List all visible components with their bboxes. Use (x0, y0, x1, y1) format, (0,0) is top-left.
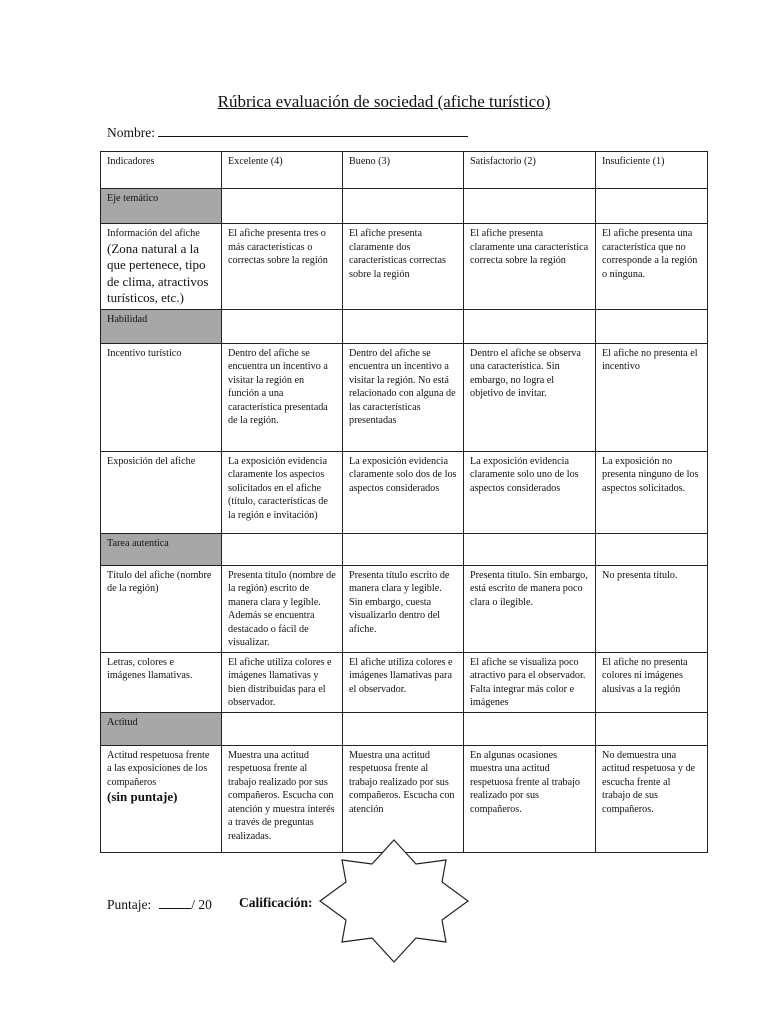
criteria-cell: Dentro del afiche se encuentra un incentivo a visitar la región en función a una característica presentada de la región. (222, 343, 343, 451)
indicator-cell: Incentivo turístico (101, 343, 222, 451)
indicator-cell: Exposición del afiche (101, 451, 222, 533)
criteria-cell: El afiche presenta tres o más características o correctas sobre la región (222, 224, 343, 310)
section-label: Eje temático (101, 189, 222, 224)
header-cell: Insuficiente (1) (596, 152, 708, 189)
criteria-cell: El afiche presenta una característica que no corresponde a la región o ninguna. (596, 224, 708, 310)
grade-star-shape (318, 838, 470, 964)
calificacion-label: Calificación: (239, 895, 313, 910)
puntaje-total: / 20 (191, 897, 212, 912)
page-title: Rúbrica evaluación de sociedad (afiche turístico) (217, 92, 551, 111)
indicator-cell (101, 224, 222, 310)
criteria-cell: Presenta título (nombre de la región) escrito de manera clara y legible. Además se encuentra destacado o fácil de visualizar. (222, 565, 343, 652)
indicator-label: Información del afiche (107, 228, 200, 239)
puntaje-field (107, 895, 212, 913)
criteria-cell: El afiche utiliza colores e imágenes llamativas para el observador. (343, 652, 464, 712)
section-row (101, 309, 708, 343)
table-row (101, 451, 708, 533)
criteria-cell: El afiche presenta claramente una característica correcta sobre la región (464, 224, 596, 310)
puntaje-blank-line (159, 895, 191, 909)
criteria-cell: Muestra una actitud respetuosa frente al trabajo realizado por sus compañeros. Escucha con atención y muestra interés a través de preguntas realizadas. (222, 745, 343, 852)
section-label: Actitud (101, 712, 222, 745)
criteria-cell: La exposición evidencia claramente solo dos de los aspectos considerados (343, 451, 464, 533)
criteria-cell: Dentro del afiche se encuentra un incentivo a visitar la región. No está relacionado con alguna de las características presentadas (343, 343, 464, 451)
rubric-table (100, 151, 708, 853)
table-header-row (101, 152, 708, 189)
criteria-cell: La exposición evidencia claramente solo uno de los aspectos considerados (464, 451, 596, 533)
nombre-field (107, 123, 468, 141)
section-label: Habilidad (101, 309, 222, 343)
indicator-detail: (sin puntaje) (107, 789, 178, 804)
criteria-cell: En algunas ocasiones muestra una actitud respetuosa frente al trabajo realizado por sus compañeros. (464, 745, 596, 852)
indicator-detail: (Zona natural a la que pertenece, tipo de clima, atractivos turísticos, etc.) (107, 240, 209, 305)
table-row (101, 652, 708, 712)
criteria-cell: No presenta título. (596, 565, 708, 652)
criteria-cell: Dentro el afiche se observa una característica. Sin embargo, no logra el objetivo de invitar. (464, 343, 596, 451)
criteria-cell: El afiche utiliza colores e imágenes llamativas y bien distribuidas para el observador. (222, 652, 343, 712)
criteria-cell: Presenta título. Sin embargo, está escrito de manera poco clara o ilegible. (464, 565, 596, 652)
header-cell: Bueno (3) (343, 152, 464, 189)
nombre-blank-line (158, 123, 468, 137)
criteria-cell: El afiche se visualiza poco atractivo para el observador. Falta integrar más color e imágenes (464, 652, 596, 712)
indicator-cell: Título del afiche (nombre de la región) (101, 565, 222, 652)
criteria-cell: Presenta título escrito de manera clara y legible. Sin embargo, cuesta visualizarlo dentro del afiche. (343, 565, 464, 652)
criteria-cell: No demuestra una actitud respetuosa y de escucha frente al trabajo de sus compañeros. (596, 745, 708, 852)
section-row (101, 189, 708, 224)
criteria-cell: El afiche no presenta el incentivo (596, 343, 708, 451)
criteria-cell: Muestra una actitud respetuosa frente al trabajo realizado por sus compañeros. Escucha con atención (343, 745, 464, 852)
table-row (101, 224, 708, 310)
section-row (101, 712, 708, 745)
criteria-cell: El afiche no presenta colores ni imágenes alusivas a la región (596, 652, 708, 712)
indicator-cell (101, 745, 222, 852)
section-row (101, 533, 708, 565)
indicator-cell: Letras, colores e imágenes llamativas. (101, 652, 222, 712)
header-cell: Excelente (4) (222, 152, 343, 189)
criteria-cell: La exposición evidencia claramente los aspectos solicitados en el afiche (título, características de la región e invitación) (222, 451, 343, 533)
nombre-label: Nombre: (107, 125, 155, 140)
criteria-cell: El afiche presenta claramente dos características correctas sobre la región (343, 224, 464, 310)
criteria-cell: La exposición no presenta ninguno de los aspectos solicitados. (596, 451, 708, 533)
puntaje-label: Puntaje: (107, 897, 152, 912)
header-cell: Satisfactorio (2) (464, 152, 596, 189)
header-cell: Indicadores (101, 152, 222, 189)
table-row (101, 343, 708, 451)
section-label: Tarea autentica (101, 533, 222, 565)
table-row (101, 565, 708, 652)
table-row (101, 745, 708, 852)
indicator-label: Actitud respetuosa frente a las exposiciones de los compañeros (107, 749, 210, 788)
